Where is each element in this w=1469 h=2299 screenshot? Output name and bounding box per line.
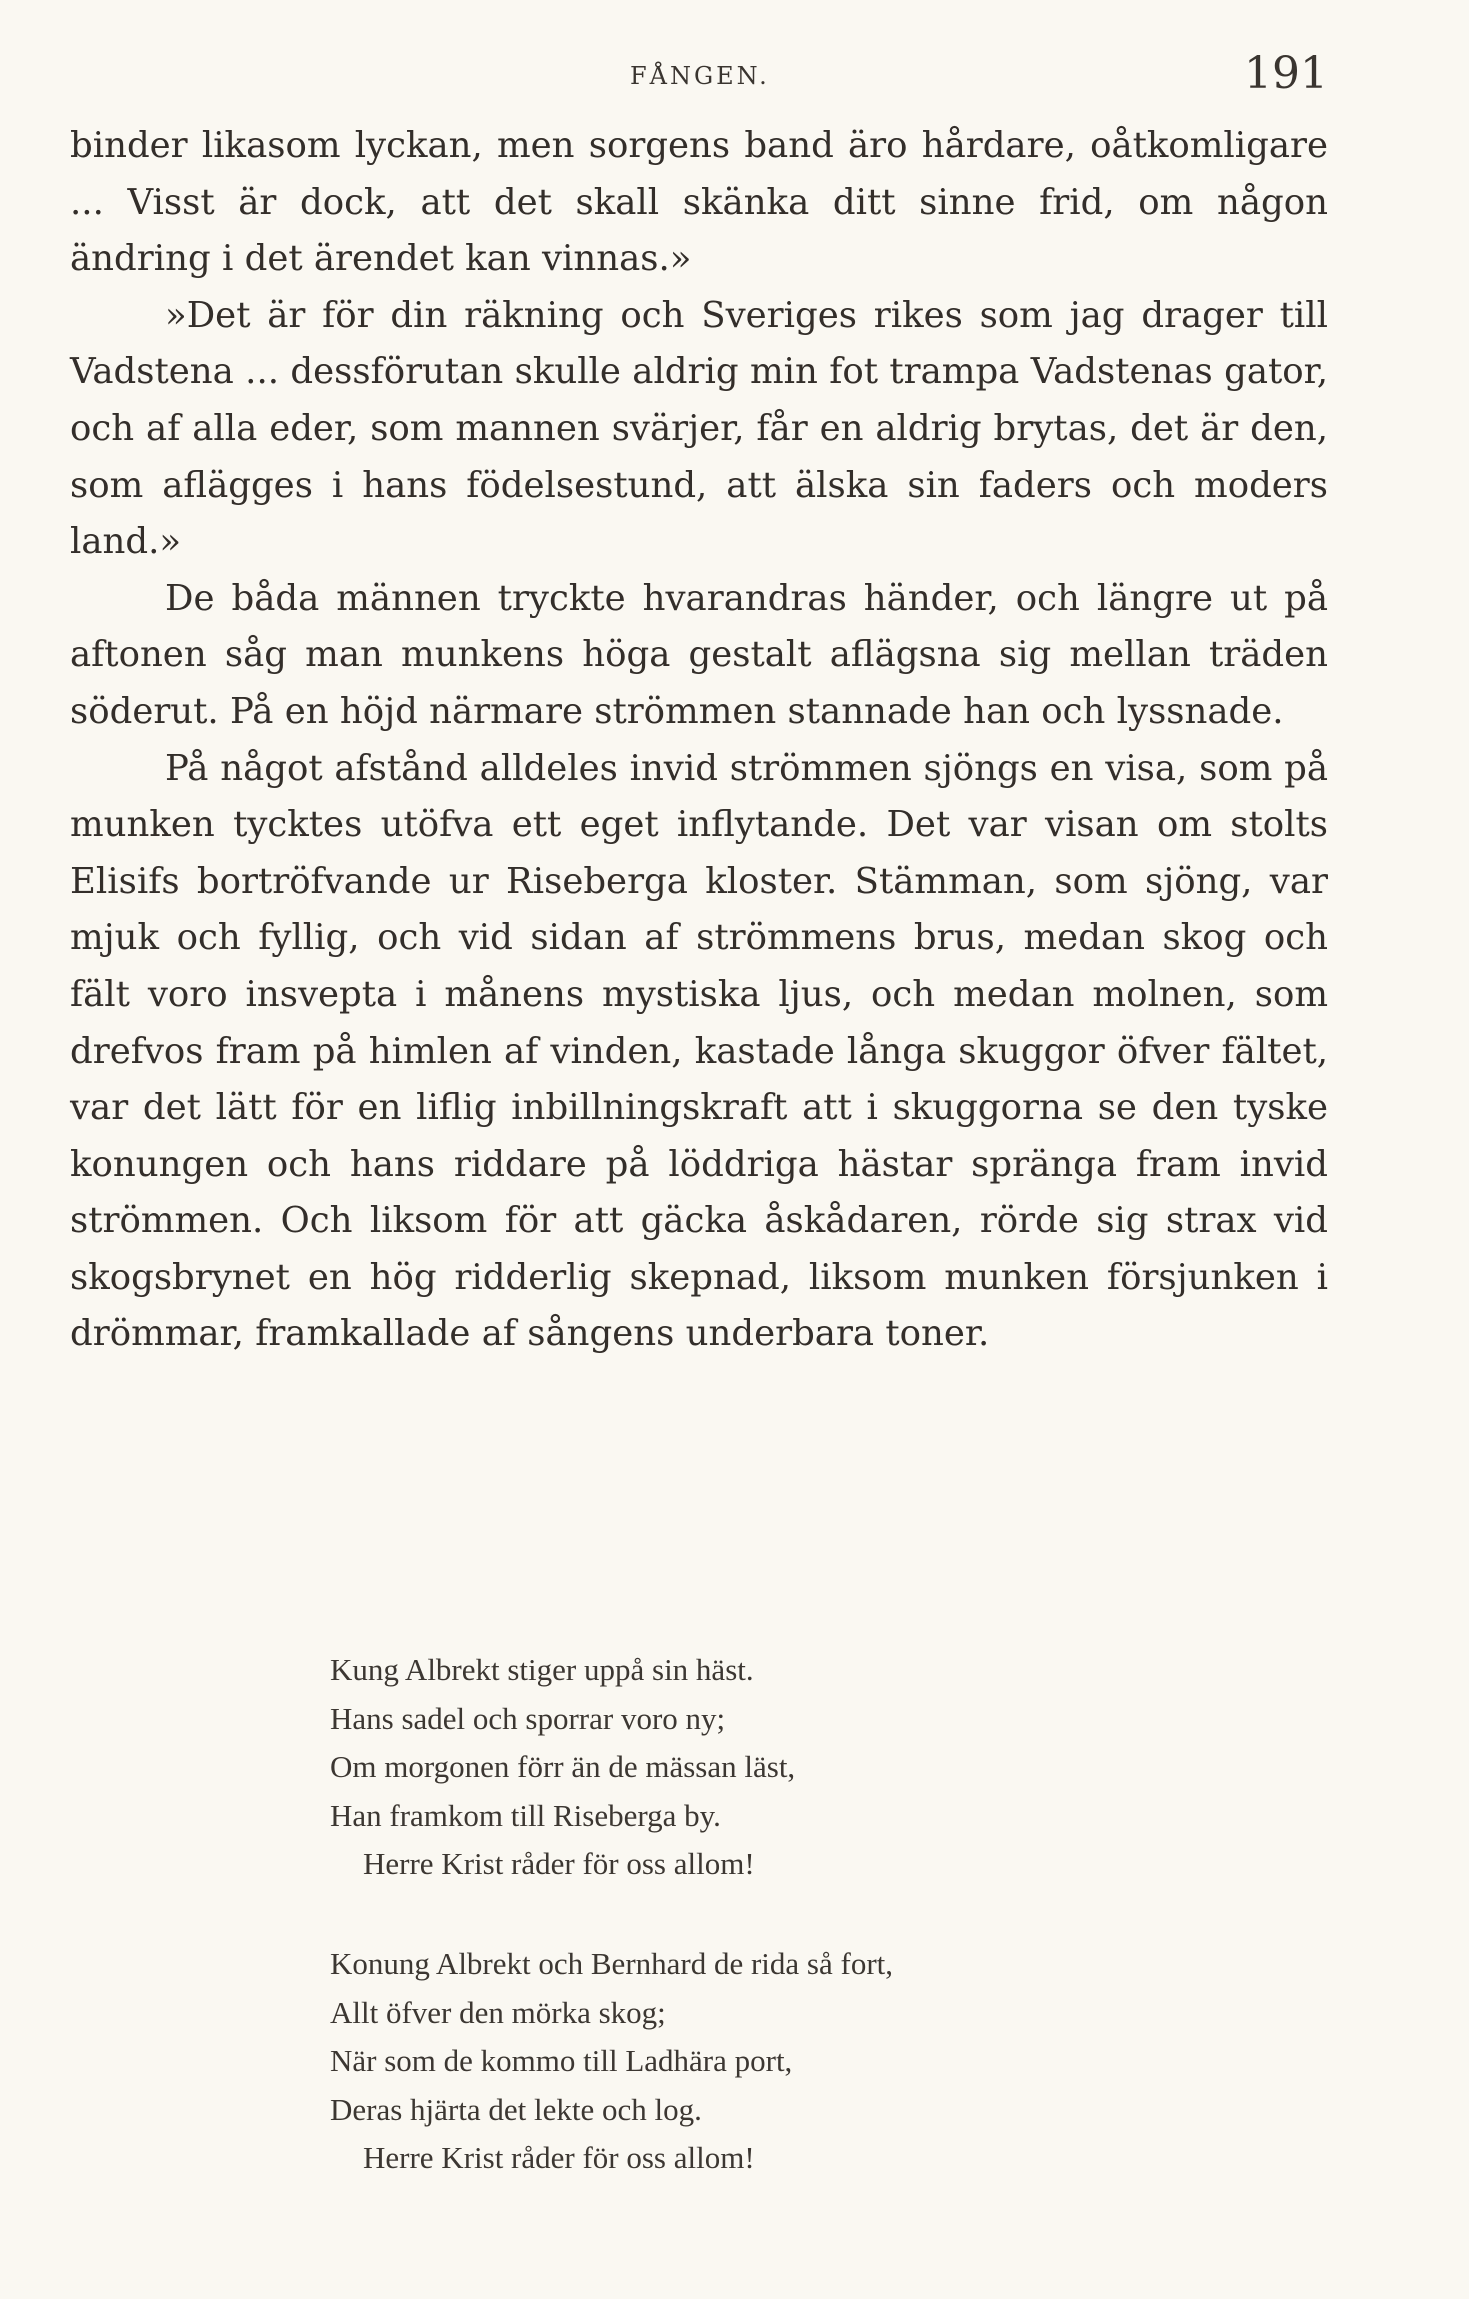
page-number: 191 — [1244, 48, 1328, 99]
verse-line: Han framkom till Riseberga by. — [330, 1797, 721, 1833]
paragraph: »Det är för din räkning och Sveriges rikes som jag drager till Vadstena ... dessförutan skulle aldrig min fot trampa Vadstenas gator, och af alla eder, som mannen svärjer, får en aldrig brytas, det är den, som aflägges i hans födelsestund, att älska sin faders och moders land.» — [70, 294, 1328, 563]
verse-line: Hans sadel och sporrar voro ny; — [330, 1700, 726, 1736]
verse-refrain: Herre Krist råder för oss allom! — [363, 1846, 755, 1881]
paragraph: På något afstånd alldeles invid strömmen sjöngs en visa, som på munken tycktes utöfva ett eget inflytande. Det var visan om stolts Elisifs bortröfvande ur Riseberga kloster. Stämman, som sjöng, var mjuk och fyllig, och vid sidan af strömmens brus, medan skog och fält voro insvepta i månens mystiska ljus, och medan molnen, som drefvos fram på himlen af vinden, kastade långa skuggor öfver fältet, var det lätt för en liflig inbillningskraft att i skuggorna se den tyske konungen och hans riddare på löddriga hästar spränga fram invid strömmen. Och liksom för att gäcka åskådaren, rörde sig strax vid skogsbrynet en hög ridderlig skepnad, liksom munken försjunken i drömmar, framkallade af sångens underbara toner. — [70, 747, 1328, 1355]
verse-line: Deras hjärta det lekte och log. — [330, 2091, 702, 2127]
verse-stanza — [330, 1646, 1230, 1889]
running-head — [70, 48, 1328, 108]
verse-line: Kung Albrekt stiger uppå sin häst. — [330, 1652, 754, 1687]
prose-body — [70, 118, 1328, 1363]
verse-refrain: Herre Krist råder för oss allom! — [363, 2140, 755, 2175]
verse-line: Allt öfver den mörka skog; — [330, 1994, 666, 2030]
paragraph: De båda männen tryckte hvarandras händer, och längre ut på aftonen såg man munkens höga gestalt aflägsna sig mellan träden söderut. På en höjd närmare strömmen stannade han och lyssnade. — [70, 577, 1328, 732]
verse-stanza — [330, 1940, 1230, 2183]
verse-line: Om morgonen förr än de mässan läst, — [330, 1749, 796, 1784]
paragraph: binder likasom lyckan, men sorgens band äro hårdare, oåtkomligare ... Visst är dock, att det skall skänka ditt sinne frid, om någon ändring i det ärendet kan vinnas.» — [70, 125, 1328, 280]
verse-line: Konung Albrekt och Bernhard de rida så fort, — [330, 1946, 894, 1981]
verse-line: När som de kommo till Ladhära port, — [330, 2043, 793, 2078]
running-head-title: FÅNGEN. — [630, 62, 770, 90]
